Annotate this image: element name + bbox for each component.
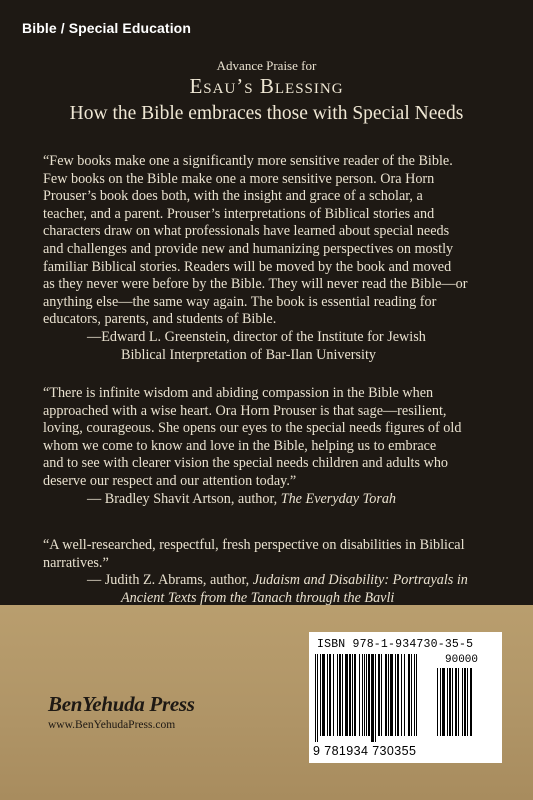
- barcode-bar: [452, 668, 453, 736]
- book-subtitle: How the Bible embraces those with Special Needs: [69, 103, 464, 124]
- barcode-bar: [447, 668, 448, 736]
- book-title: Esau’s Blessing: [189, 74, 344, 98]
- addon-code: 90000: [445, 654, 479, 666]
- quote-attribution: [43, 572, 513, 590]
- barcode-bar: [390, 654, 393, 736]
- barcode-bar: [378, 654, 380, 736]
- barcode-bar: [362, 654, 363, 736]
- barcode-bar: [342, 654, 343, 736]
- quote-line: “A well-researched, respectful, fresh perspective on disabilities in Biblical: [43, 537, 465, 553]
- attribution-book-title: Judaism and Disability: Portrayals in: [252, 572, 468, 589]
- barcode-bar: [395, 654, 396, 736]
- quote-attribution-affiliation: Biblical Interpretation of Bar-Ilan University: [121, 346, 377, 363]
- barcode-bar: [329, 654, 331, 736]
- attribution-author: — Bradley Shavit Artson, author,: [87, 490, 281, 507]
- barcode-bar: [352, 654, 353, 736]
- publisher-logo: BenYehuda Press: [48, 692, 195, 716]
- quote-attribution: [43, 491, 513, 509]
- barcode-bar: [449, 668, 451, 736]
- barcode-bar: [339, 654, 341, 736]
- barcode-bar: [337, 654, 338, 736]
- quote-line: loving, courageous. She opens our eyes to the special needs figures of old: [43, 420, 462, 437]
- quote-line: characters draw on what professionals have learned about special needs: [43, 223, 450, 240]
- barcode-bar: [411, 654, 412, 736]
- barcode-bar: [397, 654, 399, 736]
- barcode-bar: [442, 668, 445, 736]
- quote-line: and to see with clearer vision the special needs children and adults who: [43, 455, 449, 472]
- barcode-bar: [462, 668, 463, 736]
- barcode-bar: [414, 654, 415, 736]
- barcode-bar: [440, 668, 441, 736]
- isbn-label: ISBN 978-1-934730-35-5: [317, 638, 474, 651]
- barcode-bar: [359, 654, 360, 736]
- ean-digits: 9 781934 730355: [313, 744, 417, 758]
- barcode-bar: [364, 654, 365, 736]
- barcode-bar: [354, 654, 356, 736]
- barcode-bar: [401, 654, 402, 736]
- quote-line: “There is infinite wisdom and abiding compassion in the Bible when: [43, 385, 434, 401]
- category-label: Bible / Special Education: [22, 20, 191, 36]
- barcode-bar: [437, 668, 438, 736]
- barcode-bar: [368, 654, 370, 736]
- barcode-bar: [458, 668, 459, 736]
- quote-line: teacher, and a parent. Prouser’s interpretations of Biblical stories and: [43, 205, 435, 222]
- ean-barcode-bars: [315, 654, 433, 744]
- isbn-barcode: [309, 632, 502, 763]
- barcode-bar: [317, 654, 318, 742]
- quote-line: familiar Biblical stories. Readers will be moved by the book and moved: [43, 258, 452, 275]
- barcode-bar: [315, 654, 316, 742]
- barcode-bar: [322, 654, 325, 736]
- quote-line: approached with a wise heart. Ora Horn Prouser is that sage—resilient,: [43, 402, 447, 419]
- barcode-bar: [416, 654, 417, 736]
- praise-quote-abrams: [43, 537, 513, 607]
- barcode-bar: [455, 668, 457, 736]
- barcode-bar: [366, 654, 367, 736]
- quote-line: educators, parents, and students of Bible.: [43, 311, 277, 328]
- barcode-bar: [371, 654, 374, 742]
- praise-quote-artson: [43, 385, 513, 508]
- publisher-website: www.BenYehudaPress.com: [48, 719, 176, 731]
- barcode-bar: [333, 654, 334, 736]
- barcode-bar: [381, 654, 382, 736]
- quote-line: whom we come to know and love in the Bible, helping us to embrace: [43, 437, 437, 454]
- barcode-bar: [320, 654, 321, 736]
- quote-line: deserve our respect and our attention today.”: [43, 472, 297, 489]
- quote-line: Few books on the Bible make one a more sensitive person. Ora Horn: [43, 170, 435, 187]
- quote-attribution: —Edward L. Greenstein, director of the Institute for Jewish: [87, 328, 426, 345]
- barcode-bar: [349, 654, 351, 736]
- praise-quote-greenstein: [43, 153, 513, 364]
- quote-line: and challenges and provide new and humanizing perspectives on mostly: [43, 240, 454, 257]
- barcode-bar: [375, 654, 376, 742]
- advance-praise-heading: Advance Praise for: [216, 58, 317, 73]
- addon-barcode-bars: [437, 654, 495, 744]
- barcode-bar: [408, 654, 410, 736]
- barcode-bar: [327, 654, 328, 736]
- barcode-bar: [404, 654, 405, 736]
- barcode-bar: [470, 668, 472, 736]
- attribution-book-title: The Everyday Torah: [280, 490, 397, 507]
- attribution-book-title-cont: Ancient Texts from the Tanach through the Bavli: [121, 589, 395, 606]
- barcode-bar: [464, 668, 466, 736]
- quote-line: Prouser’s book does both, with the insight and grace of a scholar, a: [43, 188, 423, 205]
- barcode-bar: [388, 654, 389, 736]
- barcode-bar: [467, 668, 468, 736]
- quote-line: anything else—the same way again. The book is essential reading for: [43, 293, 437, 310]
- quote-line: “Few books make one a significantly more sensitive reader of the Bible.: [43, 153, 453, 169]
- quote-line: as they never were before by the Bible. They will never read the Bible—or: [43, 276, 468, 293]
- barcode-bar: [385, 654, 387, 736]
- quote-line: narratives.”: [43, 554, 109, 571]
- barcode-bar: [345, 654, 348, 736]
- attribution-author: — Judith Z. Abrams, author,: [87, 572, 253, 589]
